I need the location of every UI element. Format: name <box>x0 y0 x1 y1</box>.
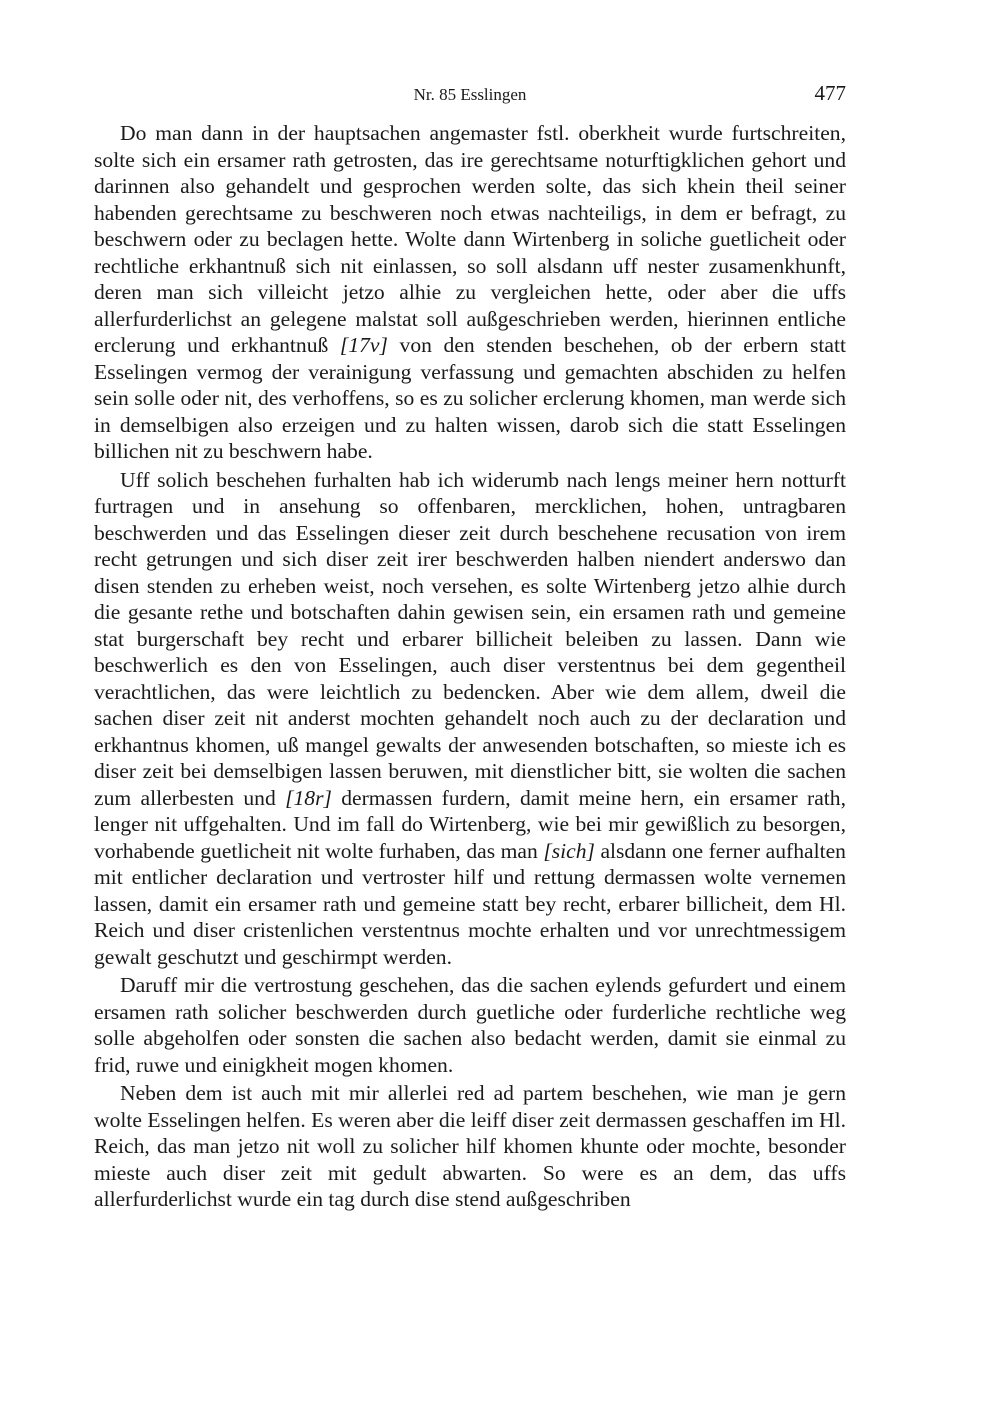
paragraph-3 <box>94 972 846 1078</box>
paragraph-text: Do man dann in der hauptsachen angemaster fstl. oberkheit wurde furtschreiten, solte sich ein ersamer rath getrosten, das ire gerechtsame noturftigklichen gehort und darinnen also gehandelt und gesprochen werden solte, das sich khein theil seiner habenden gerechtsame zu beschweren noch etwas nachteiligs, in dem er befragt, zu beschwern oder zu beclagen hette. Wolte dann Wirtenberg in soliche guetlicheit oder rechtliche erkhantnuß sich nit einlassen, so soll alsdann uff nester zusamenkhunft, deren man sich villeicht jetzo alhie zu vergleichen hette, oder aber die uffs allerfurderlichst an gelegene malstat soll außgeschrieben werden, hierinnen entliche erclerung und erkhantnuß <box>94 121 846 357</box>
paragraph-2 <box>94 467 846 971</box>
page-number: 477 <box>814 81 846 105</box>
body-text <box>94 120 846 1215</box>
paragraph-text: von den stenden beschehen, ob der erbern statt Esselingen vermog der verainigung verfassung und gemachten abschiden zu helfen sein solle oder nit, des verhoffens, so es zu solicher erclerung khomen, man werde sich in demselbigen also erzeigen und zu halten wissen, darob sich die statt Esselingen billichen nit zu beschwern habe. <box>94 333 847 463</box>
running-title: Nr. 85 Esslingen <box>413 85 527 104</box>
paragraph-text: dermassen furdern, damit meine hern, ein ersamer rath, lenger nit uffgehalten. Und im fall do Wirtenberg, wie bei mir gewißlich zu besorgen, vorhabende guetlicheit nit wolte furhaben, das man <box>94 785 846 863</box>
paragraph-4 <box>94 1080 846 1213</box>
paragraph-text: Daruff mir die vertrostung geschehen, das die sachen eylends gefurdert und einem ersamen rath solicher beschwerden durch guetliche oder furderliche rechtliche weg solle abgeholfen oder sonsten die sachen also bedacht werden, damit sie einmal zu frid, ruwe und einigkheit mogen khomen. <box>94 973 846 1077</box>
editorial-insertion: [sich] <box>543 838 595 863</box>
folio-marker: [18r] <box>285 785 332 810</box>
paragraph-text: alsdann one ferner aufhalten mit entlicher declaration und vertroster hilf und rettung dermassen wolte vernemen lassen, damit ein ersamer rath und gemeine statt bey recht, erbarer billicheit, dem Hl. Reich und diser cristenlichen verstentnus mochte erhalten und vor unrechtmessigem gewalt geschutzt und geschirmpt werden. <box>94 838 846 969</box>
paragraph-1 <box>94 120 846 465</box>
folio-marker: [17v] <box>339 333 388 357</box>
paragraph-text: Uff solich beschehen furhalten hab ich widerumb nach lengs meiner hern notturft furtragen und in ansehung so offenbaren, mercklichen, hohen, untragbaren beschwerden und das Esselingen dieser zeit durch beschehene recusation von irem recht getrungen und sich diser zeit irer beschwerden halben niendert anderswo dan disen stenden zu erheben weist, noch versehen, es solte Wirtenberg jetzo alhie durch die gesante rethe und botschaften dahin gewisen sein, ein ersamen rath und gemeine stat burgerschaft bey recht und erbarer billicheit beleiben zu lassen. Dann wie beschwerlich es den von Esselingen, auch diser verstentnus bei dem gegentheil verachtlichen, das were leichtlich zu bedencken. Aber wie dem allem, dweil die sachen diser zeit nit anderst mochten gehandelt noch auch zu der declaration und erkhantnus khomen, uß mangel gewalts der anwesenden botschaften, so mieste ich es diser zeit bei demselbigen lassen beruwen, mit dienstlicher bitt, sie wolten die sachen zum allerbesten und <box>94 467 846 810</box>
running-head <box>94 82 846 108</box>
paragraph-text: Neben dem ist auch mit mir allerlei red ad partem beschehen, wie man je gern wolte Esselingen helfen. Es weren aber die leiff diser zeit dermassen geschaffen im Hl. Reich, das man jetzo nit woll zu solicher hilf khomen khunte oder mochte, besonder mieste auch diser zeit mit gedult abwarten. So were es an dem, das uffs allerfurderlichst wurde ein tag durch dise stend außgeschriben <box>94 1081 846 1211</box>
